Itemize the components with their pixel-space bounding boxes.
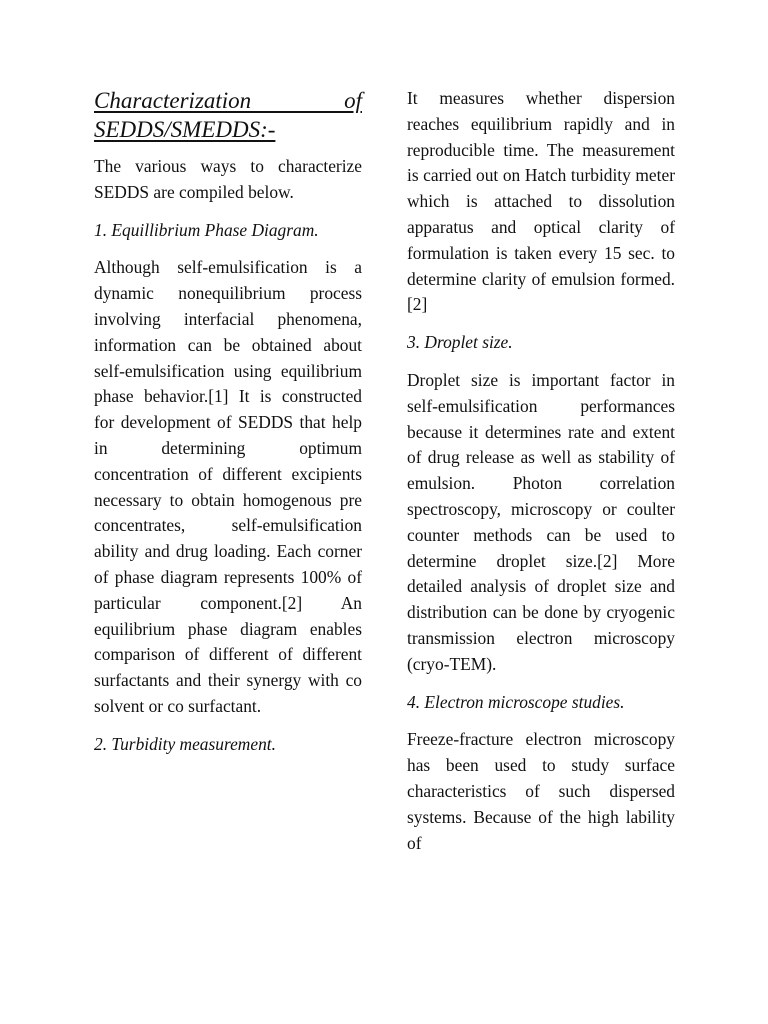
page-title <box>94 86 362 144</box>
section-2-heading: 2. Turbidity measurement. <box>94 733 276 754</box>
title-line-2: SEDDS/SMEDDS:- <box>94 117 276 142</box>
right-column <box>407 86 675 868</box>
section-3-body: Droplet size is important factor in self-emulsification performances because it determines rate and extent of drug release as well as stability of emulsion. Photon correlation spectroscopy, microscopy or coulter counter methods can be used to determine droplet size.[2] More detailed analysis of droplet size and distribution can be done by cryogenic transmission electron microscopy (cryo-TEM). <box>407 369 675 674</box>
section-4-body: Freeze-fracture electron microscopy has been used to study surface characteristics of such dispersed systems. Because of the high lability of <box>407 729 675 853</box>
left-column <box>94 86 362 770</box>
intro-paragraph: The various ways to characterize SEDDS are compiled below. <box>94 156 362 202</box>
section-1-body: Although self-emulsification is a dynamic nonequilibrium process involving interfacial phenomena, information can be obtained about self-emulsification using equilibrium phase behavior.[1] It is constructed for development of SEDDS that help in determining optimum concentration of different excipients necessary to obtain homogenous pre concentrates, self-emulsification ability and drug loading. Each corner of phase diagram represents 100% of particular component.[2] An equilibrium phase diagram enables comparison of different of different surfactants and their synergy with co solvent or co surfactant. <box>94 257 362 716</box>
section-3-heading: 3. Droplet size. <box>407 332 513 353</box>
section-2-body: It measures whether dispersion reaches equilibrium rapidly and in reproducible time. The measurement is carried out on Hatch turbidity meter which is attached to dissolution apparatus and optical clarity of formulation is taken every 15 sec. to determine clarity of emulsion formed.[2] <box>407 88 675 315</box>
section-4-heading: 4. Electron microscope studies. <box>407 691 625 712</box>
section-1-heading: 1. Equillibrium Phase Diagram. <box>94 219 319 240</box>
title-line-1: Characterization of <box>94 88 362 113</box>
